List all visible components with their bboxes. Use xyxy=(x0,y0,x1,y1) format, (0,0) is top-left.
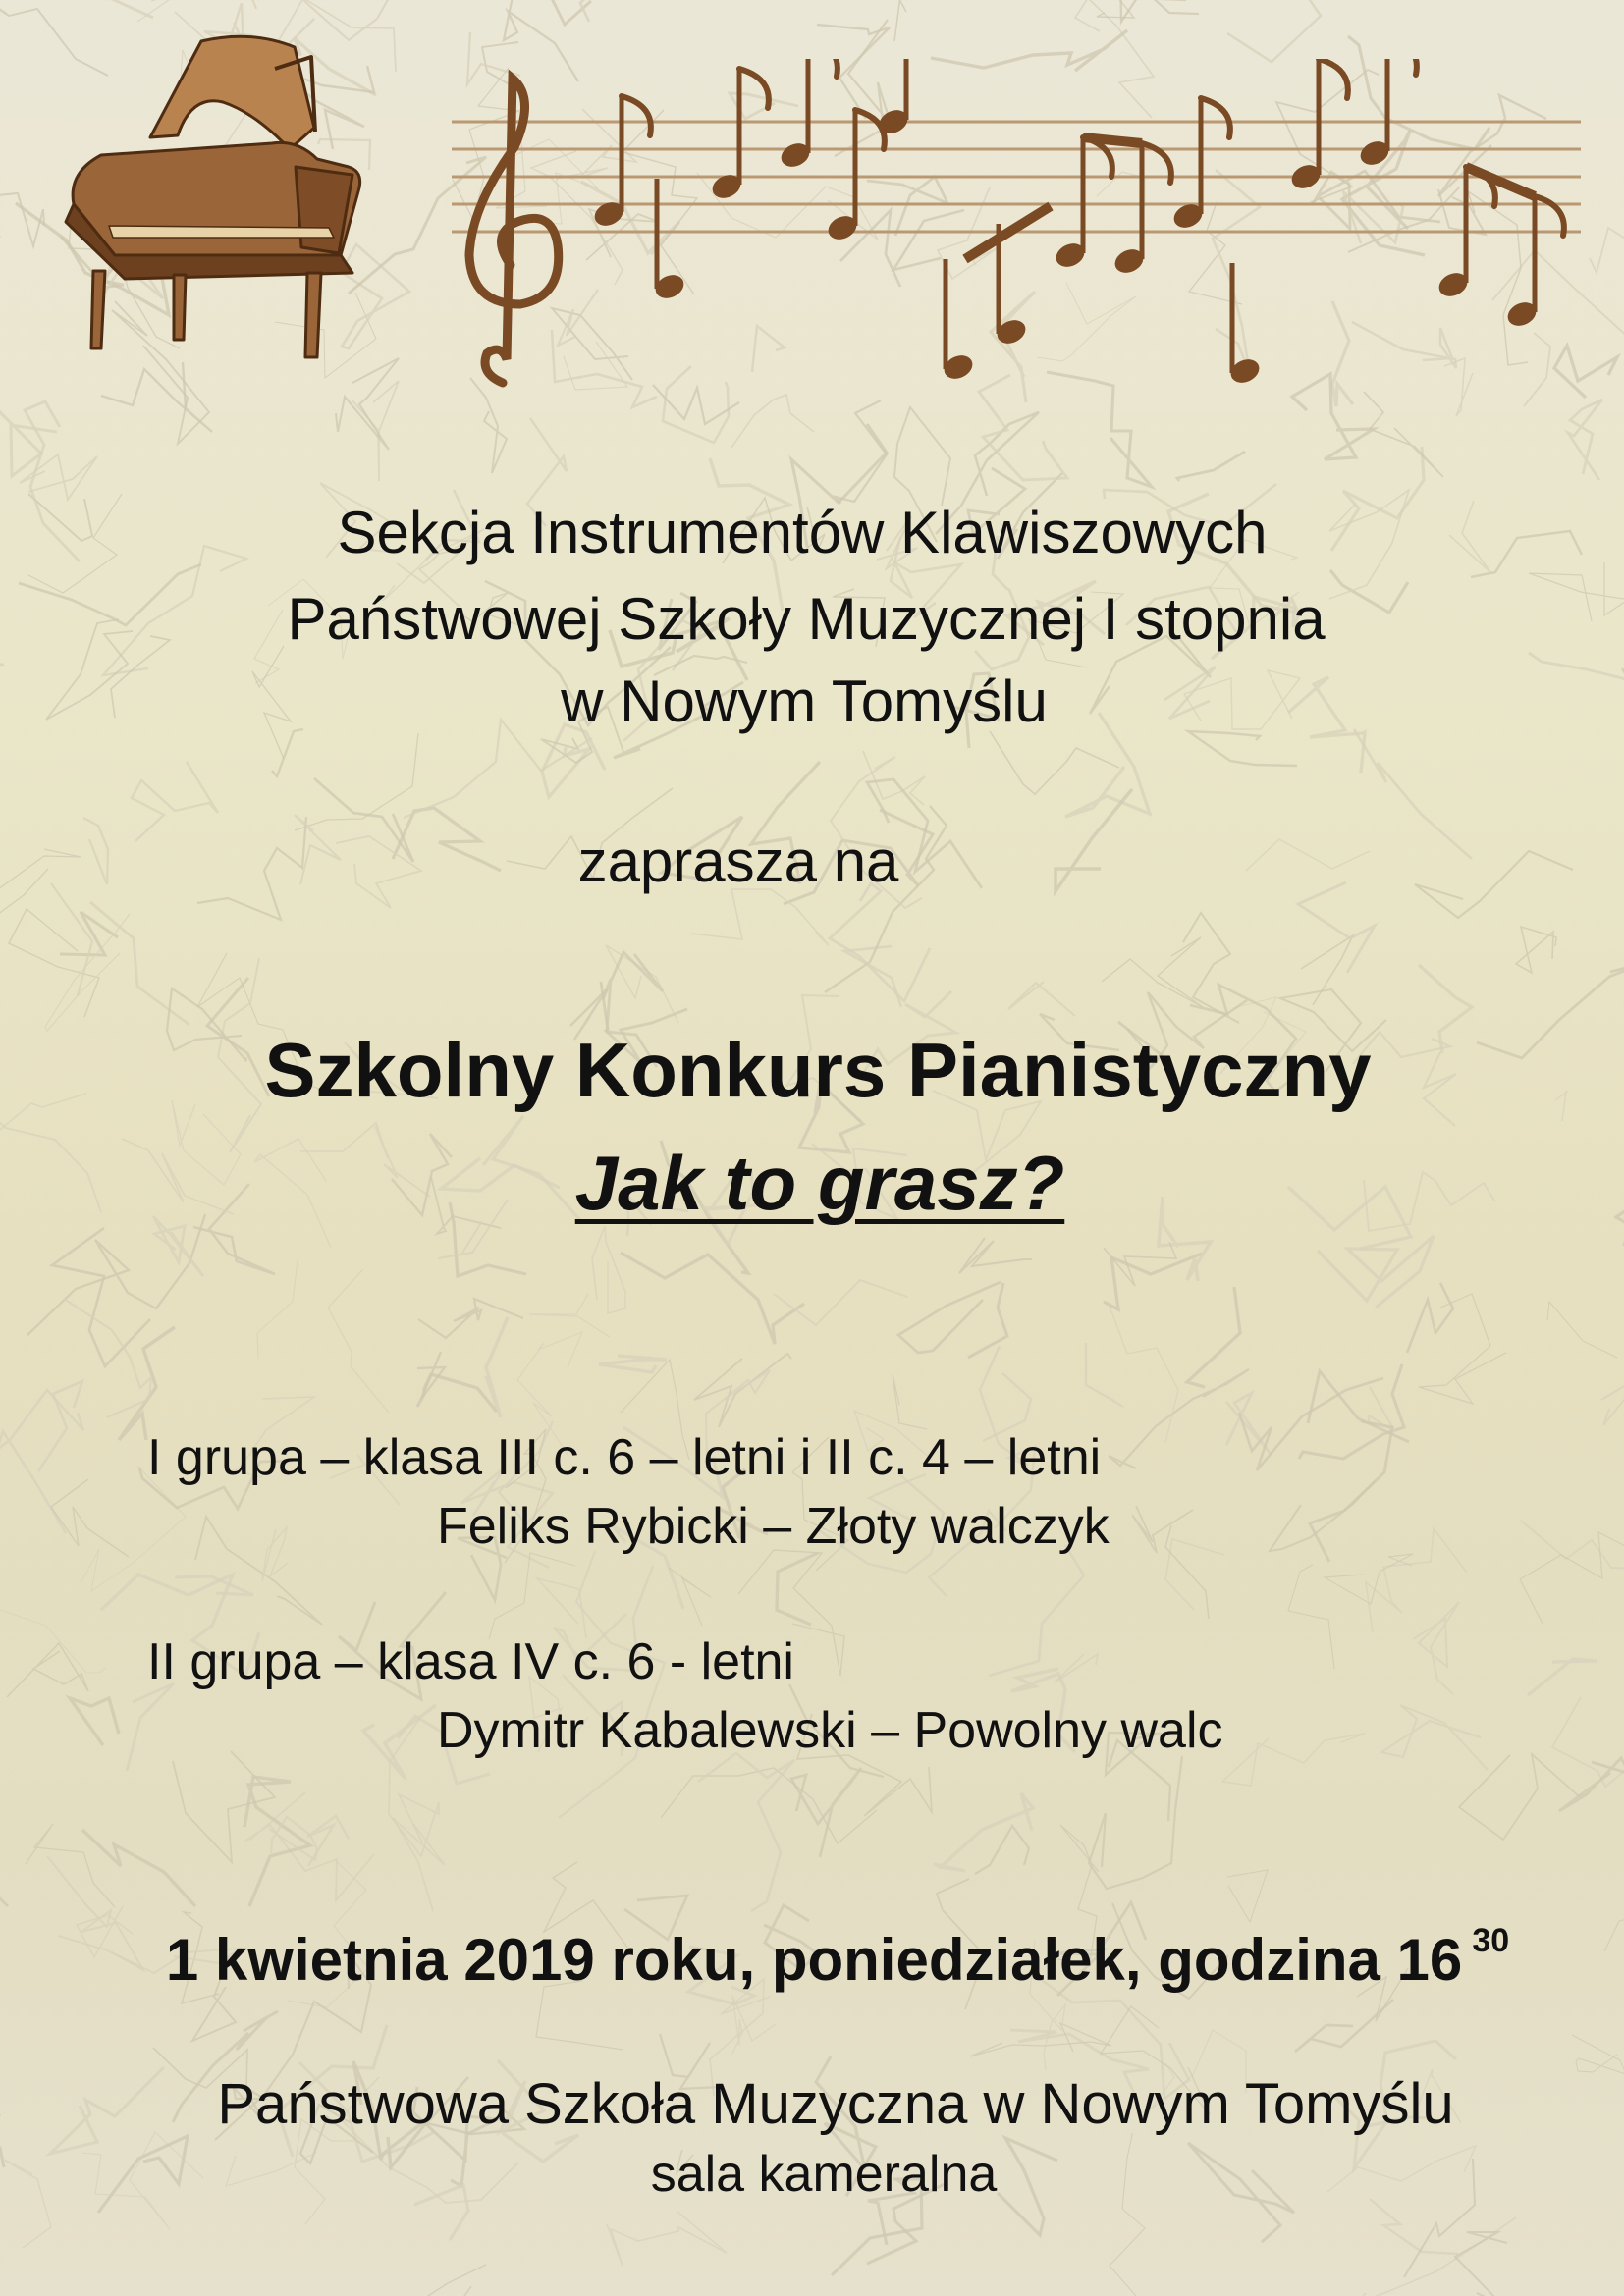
organizer-line-2: Państwowej Szkoły Muzycznej I stopnia xyxy=(287,586,1326,652)
organizer-line-1: Sekcja Instrumentów Klawiszowych xyxy=(337,500,1268,565)
event-date xyxy=(26,1922,1624,1994)
contest-subtitle-text: Jak to grasz? xyxy=(574,1140,1065,1226)
invite-text: zaprasza na xyxy=(577,828,899,894)
music-staff-notes-icon xyxy=(442,59,1591,412)
group-2-line: II grupa – klasa IV c. 6 - letni xyxy=(147,1633,794,1690)
group-1-piece: Feliks Rybicki – Złoty walczyk xyxy=(437,1498,1110,1555)
organizer-line-3: w Nowym Tomyślu xyxy=(561,668,1048,734)
venue-name: Państwowa Szkoła Muzyczna w Nowym Tomyślu xyxy=(217,2072,1454,2136)
group-2-piece: Dymitr Kabalewski – Powolny walc xyxy=(437,1702,1223,1759)
venue-hall: sala kameralna xyxy=(650,2146,998,2203)
event-time-minutes: 30 xyxy=(1472,1922,1510,1959)
contest-title: Szkolny Konkurs Pianistyczny xyxy=(264,1027,1372,1113)
contest-subtitle xyxy=(8,1139,1624,1228)
group-1-line: I grupa – klasa III c. 6 – letni i II c. 4 – letni xyxy=(147,1429,1102,1486)
grand-piano-icon xyxy=(54,29,417,363)
event-date-text: 1 kwietnia 2019 roku, poniedziałek, godzina 16 xyxy=(165,1926,1463,1993)
